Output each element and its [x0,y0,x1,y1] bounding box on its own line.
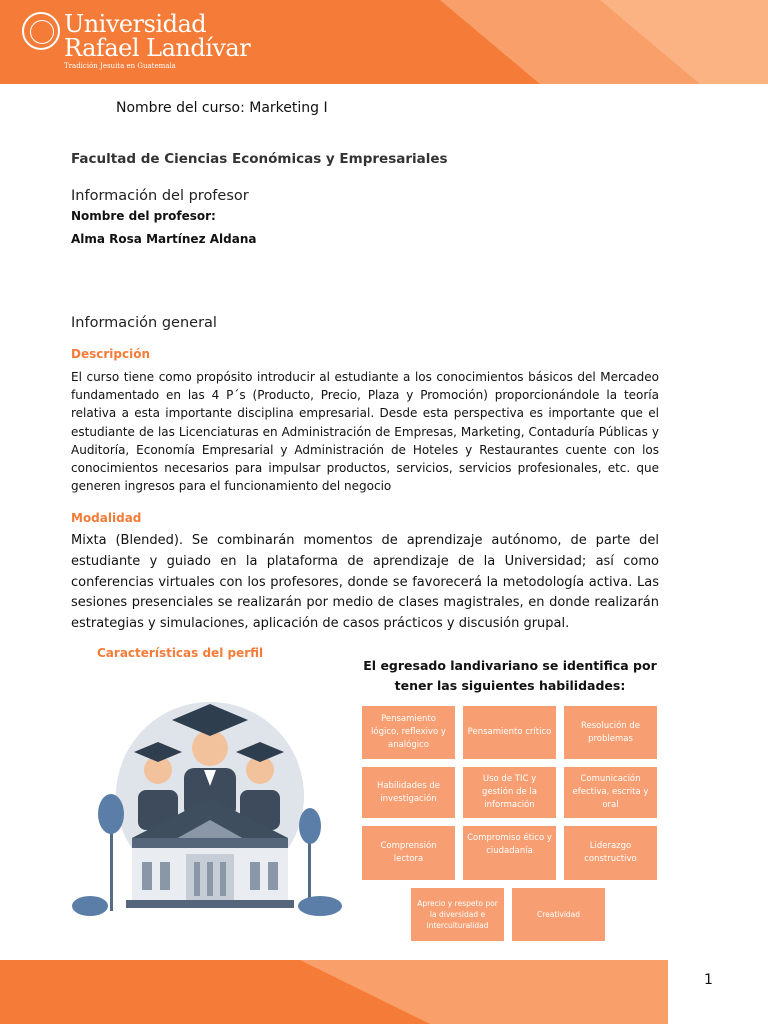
professor-section-title: Información del profesor [71,188,249,204]
skill-box: Pensamiento crítico [463,706,556,759]
professor-name: Alma Rosa Martínez Aldana [71,232,257,246]
faculty-name: Facultad de Ciencias Económicas y Empresariales [71,151,448,167]
graduates-illustration [70,686,350,922]
university-logo [22,12,250,71]
logo-line1: Universidad [64,10,207,38]
skill-box: Creatividad [512,888,605,941]
professor-name-label: Nombre del profesor: [71,209,216,223]
skill-box: Liderazgo constructivo [564,826,657,880]
description-text: El curso tiene como propósito introducir al estudiante a los conocimientos básicos del Mercadeo fundamentado en las 4 P´s (Producto, Precio, Plaza y Promoción) proporcionándole la teoría relativa a esta importante disciplina empresarial. Desde esta perspectiva es importante que el estudiante de las Licenciaturas en Administración de Empresas, Marketing, Contaduría Públicas y Auditoría, Economía Empresarial y Administración de Hoteles y Restaurantes cuente con los conocimientos necesarios para impulsar productos, servicios, servicios profesionales, etc. que generen ingresos para el funcionamiento del negocio [71,370,659,494]
skill-box: Compromiso ético y ciudadanía [463,826,556,880]
logo-tagline: Tradición Jesuita en Guatemala [64,62,176,70]
skill-box: Uso de TIC y gestión de la información [463,767,556,818]
skills-title: El egresado landivariano se identifica por tener las siguientes habilidades: [363,658,657,693]
skill-box: Comunicación efectiva, escrita y oral [564,767,657,818]
general-section-title: Información general [71,315,217,331]
course-name: Nombre del curso: Marketing I [116,100,328,116]
university-seal-icon [22,12,60,50]
skill-box: Pensamiento lógico, reflexivo y analógico [362,706,455,759]
modality-heading: Modalidad [71,511,142,525]
profile-heading: Características del perfil [97,646,264,660]
header-band [0,0,768,84]
skill-box: Comprensión lectora [362,826,455,880]
skill-box: Resolución de problemas [564,706,657,759]
logo-line2: Rafael Landívar [64,34,251,62]
modality-text: Mixta (Blended). Se combinarán momentos de aprendizaje autónomo, de parte del estudiante y guiado en la plataforma de aprendizaje de la Universidad; así como conferencias virtuales con los profesores, donde se favorecerá la metodología activa. Las sesiones presenciales se realizarán por medio de clases magistrales, en donde realizarán estrategias y simulaciones, aplicación de casos prácticos y discusión grupal. [71,533,659,632]
footer-band [0,960,768,1024]
description-heading: Descripción [71,347,150,361]
skill-box: Aprecio y respeto por la diversidad e interculturalidad [411,888,504,941]
page-number: 1 [704,972,713,988]
skill-box: Habilidades de investigación [362,767,455,818]
